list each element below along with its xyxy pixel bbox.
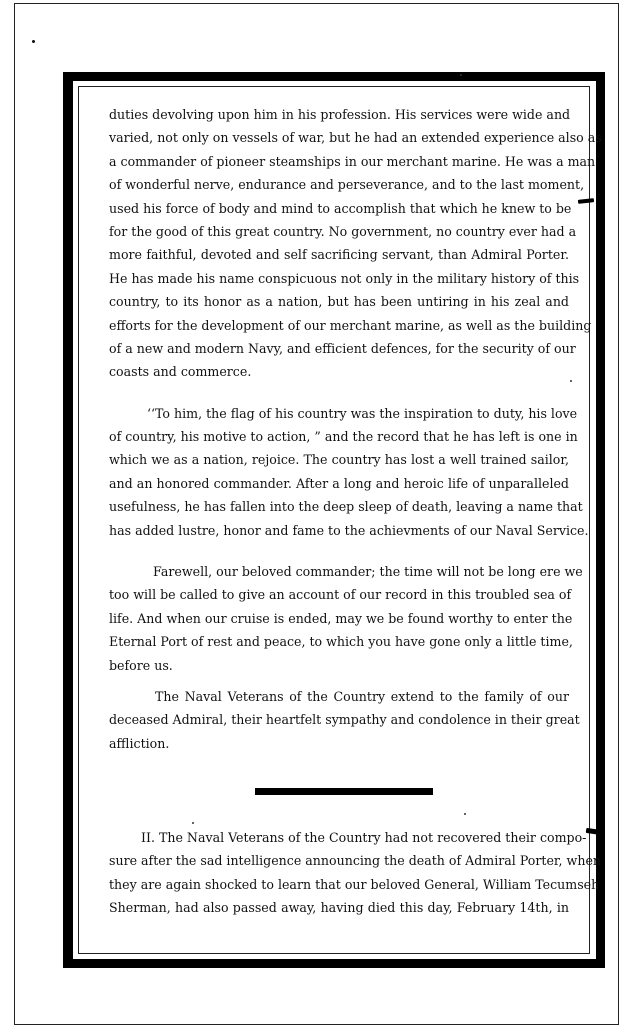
text-line: which we as a nation, rejoice. The country has lost a well trained sailor, — [109, 452, 569, 468]
text-line: and an honored commander. After a long and heroic life of unparalleled — [109, 475, 569, 491]
paragraph-sympathy — [109, 685, 580, 755]
paragraph-porter-services — [109, 103, 602, 384]
text-line: deceased Admiral, their heartfelt sympathy and condolence in their great — [109, 712, 580, 728]
text-line: coasts and commerce. — [109, 364, 252, 380]
section-two — [109, 826, 602, 920]
speck — [464, 813, 466, 815]
text-line: affliction. — [109, 735, 170, 751]
text-line: efforts for the development of our merchant marine, as well as the building — [109, 317, 592, 333]
speck — [192, 822, 194, 824]
text-line: varied, not only on vessels of war, but he had an extended experience also as — [109, 130, 602, 146]
paragraph-flag-quote — [109, 402, 589, 542]
text-line: more faithful, devoted and self sacrificing servant, than Admiral Porter. — [109, 247, 569, 263]
text-line: II. The Naval Veterans of the Country had not recovered their compo- — [141, 830, 587, 845]
text-line: The Naval Veterans of the Country extend to the family of our — [155, 688, 569, 704]
text-line: life. And when our cruise is ended, may we be found worthy to enter the — [109, 610, 573, 626]
text-line: Eternal Port of rest and peace, to which you have gone only a little time, — [109, 634, 573, 650]
text-line: before us. — [109, 657, 173, 673]
text-line: they are again shocked to learn that our beloved General, William Tecumseh — [109, 876, 600, 892]
text-line: of a new and modern Navy, and efficient defences, for the security of our — [109, 340, 576, 356]
text-line: sure after the sad intelligence announcing the death of Admiral Porter, when — [109, 853, 602, 869]
speck — [570, 380, 572, 382]
text-line: of country, his motive to action, ” and the record that he has left is one in — [109, 429, 578, 445]
text-line: has added lustre, honor and fame to the achievments of our Naval Service. — [109, 522, 589, 538]
text-line: of wonderful nerve, endurance and perseverance, and to the last moment, — [109, 177, 585, 193]
paragraph-farewell — [109, 560, 583, 677]
text-line: for the good of this great country. No government, no country ever had a — [109, 223, 577, 239]
text-line: country, to its honor as a nation, but has been untiring in his zeal and — [109, 294, 569, 310]
text-line: too will be called to give an account of our record in this troubled sea of — [109, 587, 572, 603]
text-line: used his force of body and mind to accomplish that which he knew to be — [109, 200, 572, 216]
text-line: He has made his name conspicuous not only in the military history of this — [109, 270, 580, 286]
speck — [460, 74, 462, 76]
text-line: ‘‘To him, the flag of his country was the inspiration to duty, his love — [147, 405, 578, 421]
text-line: Sherman, had also passed away, having died this day, February 14th, in — [109, 900, 569, 916]
stray-ink-mark — [32, 40, 35, 43]
document-body — [109, 103, 602, 755]
text-line: Farewell, our beloved commander; the time will not be long ere we — [153, 564, 583, 580]
text-line: usefulness, he has fallen into the deep sleep of death, leaving a name that — [109, 499, 583, 515]
text-line: duties devolving upon him in his profession. His services were wide and — [109, 107, 571, 122]
text-line: a commander of pioneer steamships in our merchant marine. He was a man — [109, 153, 596, 169]
section-divider — [255, 788, 433, 795]
